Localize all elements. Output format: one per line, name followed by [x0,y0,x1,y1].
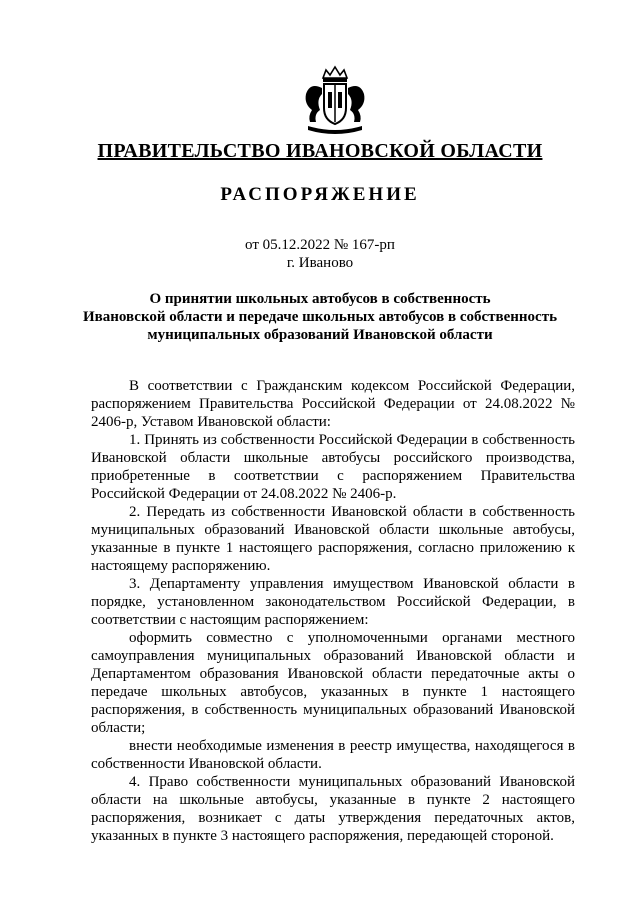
document-city: г. Иваново [286,255,354,271]
subject-line: муниципальных образований Ивановской области [147,327,493,343]
document-body [91,377,575,845]
document-type: РАСПОРЯЖЕНИЕ [220,184,420,205]
document-subject [70,290,570,344]
government-title: ПРАВИТЕЛЬСТВО ИВАНОВСКОЙ ОБЛАСТИ [97,140,543,162]
clause-3a-paragraph: оформить совместно с уполномоченными органами местного самоуправления муниципальных образований Ивановской области и Департаментом образования Ивановской области передаточные акты о передаче школьных автобусов, указанных в пункте 1 настоящего распоряжения, в собственность муниципальных образований Ивановской области; [91,630,575,736]
subject-line: О принятии школьных автобусов в собственность [149,291,491,307]
subject-line: Ивановской области и передаче школьных автобусов в собственность [82,309,558,325]
clause-1-paragraph: 1. Принять из собственности Российской Федерации в собственность Ивановской области школьные автобусы российского производства, приобретенные в соответствии с распоряжением Правительства Российской Федерации от 24.08.2022 № 2406-р. [91,432,575,502]
clause-2-paragraph: 2. Передать из собственности Ивановской области в собственность муниципальных образований Ивановской области школьные автобусы, указанные в пункте 1 настоящего распоряжения, согласно приложению к настоящему распоряжению. [91,504,575,574]
clause-4-paragraph: 4. Право собственности муниципальных образований Ивановской области на школьные автобусы, указанные в пункте 2 настоящего распоряжения, возникает с даты утверждения передаточных актов, указанных в пункте 3 настоящего распоряжения, передающей стороной. [91,774,575,844]
clause-3b-paragraph: внести необходимые изменения в реестр имущества, находящегося в собственности Ивановской области. [91,738,575,772]
clause-3-paragraph: 3. Департаменту управления имуществом Ивановской области в порядке, установленном законодательством Российской Федерации, в соответствии с настоящим распоряжением: [91,576,575,628]
document-date-number: от 05.12.2022 № 167-рп [245,237,395,253]
coat-of-arms-icon [298,64,372,138]
preamble-paragraph: В соответствии с Гражданским кодексом Российской Федерации, распоряжением Правительства Российской Федерации от 24.08.2022 № 2406-р, Уставом Ивановской области: [91,378,575,430]
